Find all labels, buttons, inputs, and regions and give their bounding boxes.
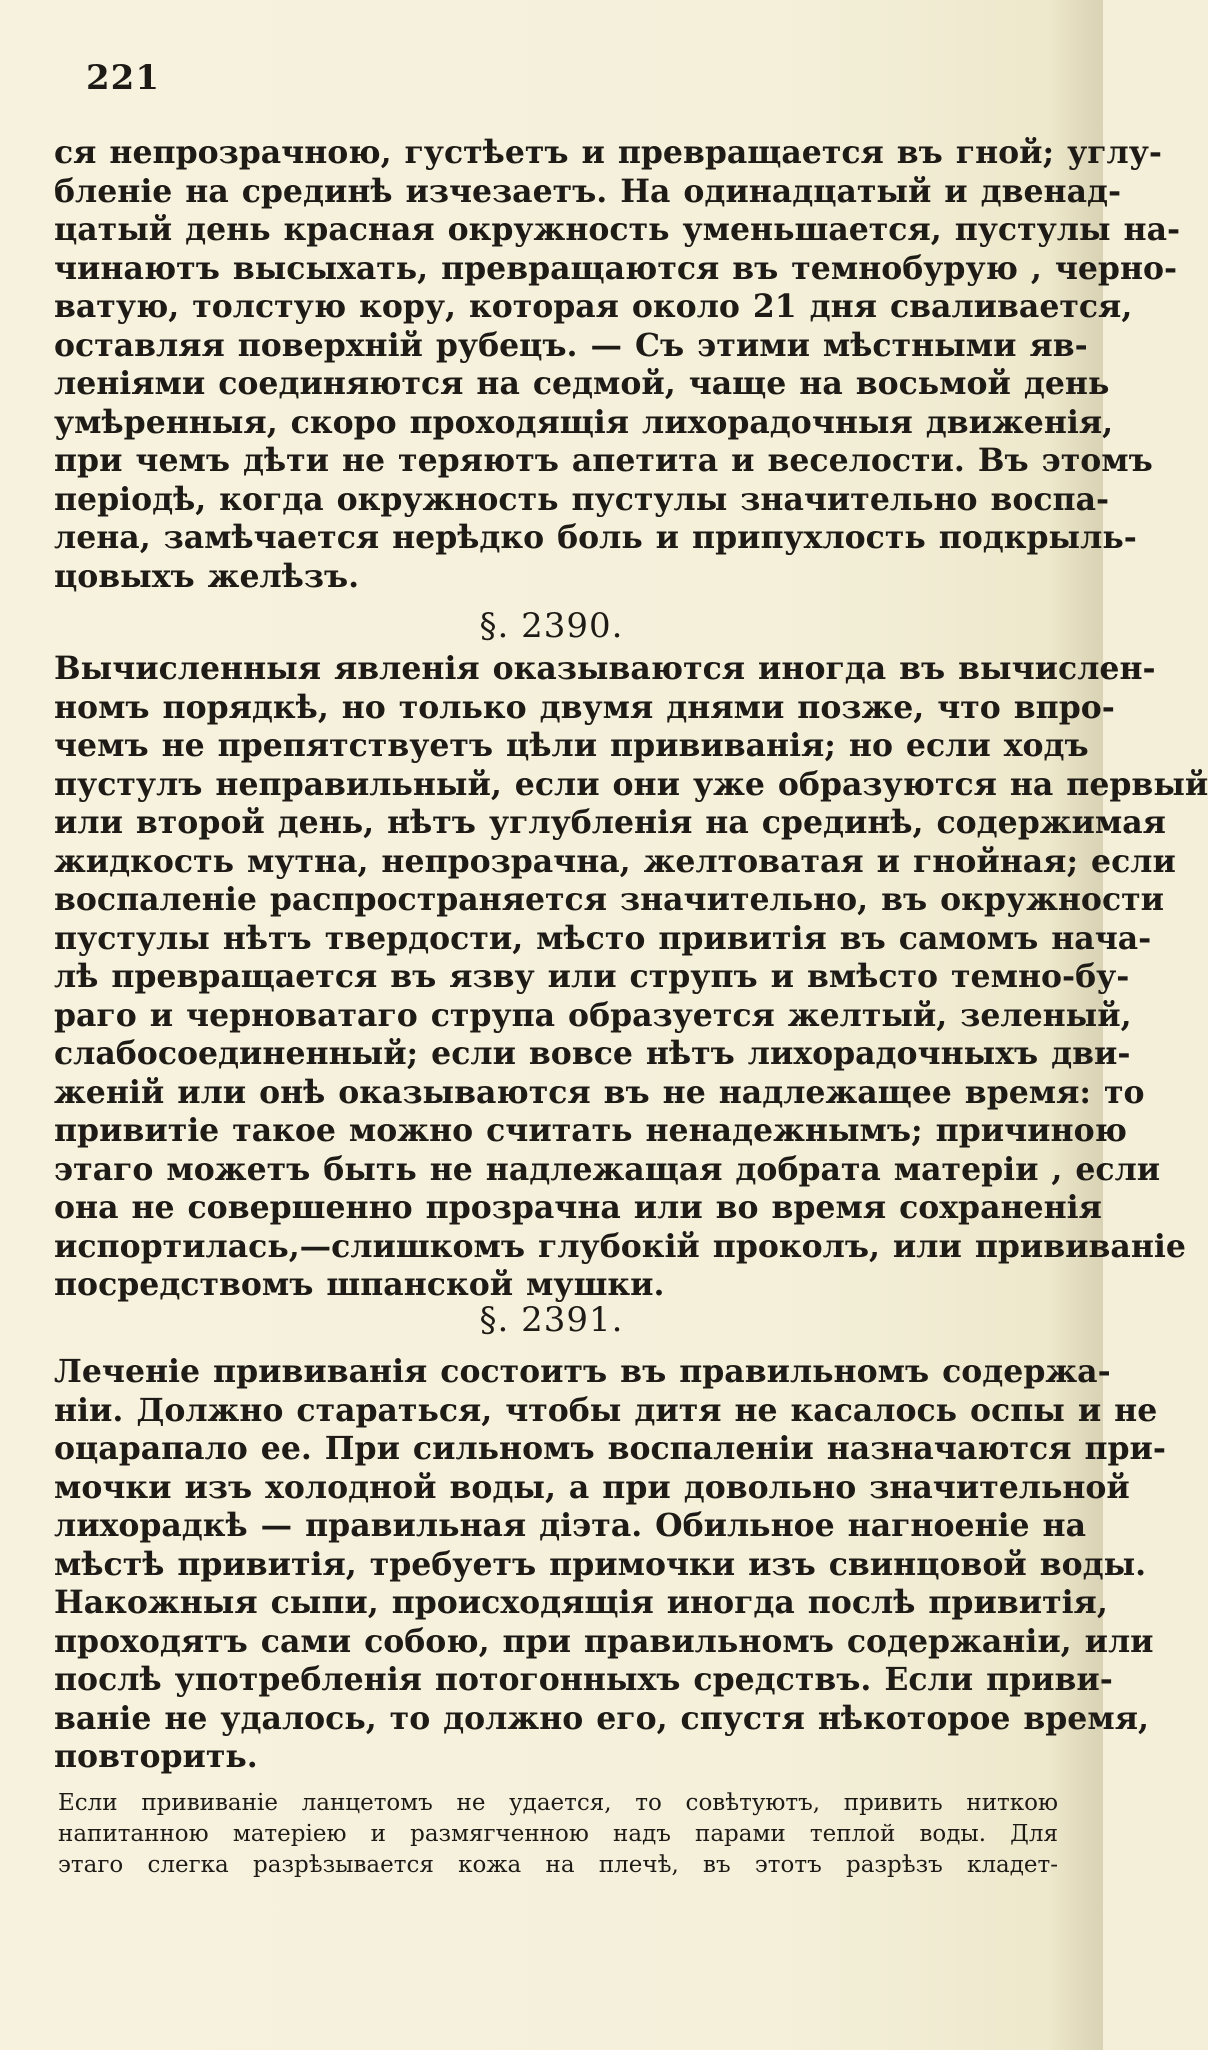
text-line: Леченіе прививанія состоитъ въ правильномъ содержа- [54,1353,1111,1390]
text-line: пустулы нѣтъ твердости, мѣсто привитія въ самомъ нача- [54,919,1152,957]
text-line: періодѣ, когда окружность пустулы значительно воспа- [54,480,1110,518]
text-line: послѣ употребленія потогонныхъ средствъ. Если приви- [54,1661,1113,1698]
text-line: чемъ не препятствуетъ цѣли прививанія; но если ходъ [54,727,1089,764]
text-line: лена, замѣчается нерѣдко боль и припухлость подкрыль- [54,519,1137,556]
text-line: жидкость мутна, непрозрачна, желтоватая и гнойная; если [54,842,1176,880]
text-line: ваніе не удалось, то должно его, спустя нѣкоторое время, [54,1699,1149,1737]
text-line: привитіе такое можно считать ненадежнымъ; причиною [54,1112,1127,1149]
text-line: проходятъ сами собою, при правильномъ содержаніи, или [54,1622,1154,1660]
paragraph-2 [54,650,1208,1305]
text-line: или второй день, нѣтъ углубленія на срединѣ, содержимая [54,804,1166,841]
text-line: бленіе на срединѣ изчезаетъ. На одинадцатый и двенад- [54,172,1122,210]
text-line: лѣ превращается въ язву или струпъ и вмѣсто темно-бу- [54,958,1130,995]
text-line: оставляя поверхній рубецъ. — Съ этими мѣстными яв- [54,326,1088,364]
text-line: испортилась,—слишкомъ глубокій проколъ, или прививаніе [54,1227,1186,1265]
text-line: Вычисленныя явленія оказываются иногда въ вычислен- [54,650,1156,687]
text-line: умѣренныя, скоро проходящія лихорадочныя движенія, [54,403,1114,441]
footnote-line: напитанною матеріею и размягченною надъ парами теплой воды. Для [58,1821,1058,1847]
text-line: пустулъ неправильный, если они уже образуются на первый [54,765,1208,803]
footnote-line: этаго слегка разрѣзывается кожа на плечѣ, въ этотъ разрѣзъ кладет- [58,1852,1058,1878]
text-line: женій или онѣ оказываются въ не надлежащее время: то [54,1073,1145,1111]
paragraph-3 [54,1353,1166,1777]
text-line: чинаютъ высыхать, превращаются въ темнобурую , черно- [54,249,1178,287]
text-line: мѣстѣ привитія, требуетъ примочки изъ свинцовой воды. [54,1545,1147,1583]
page-number: 221 [86,58,160,98]
text-line: лихорадкѣ — правильная діэта. Обильное нагноеніе на [54,1507,1087,1544]
text-line: посредствомъ шпанской мушки. [54,1266,665,1303]
text-line: при чемъ дѣти не теряютъ апетита и веселости. Въ этомъ [54,442,1153,479]
text-line: ватую, толстую кору, которая около 21 дня сваливается, [54,288,1133,325]
text-line: раго и черноватаго струпа образуется желтый, зеленый, [54,996,1132,1034]
text-line: слабосоединенный; если вовсе нѣтъ лихорадочныхъ дви- [54,1035,1131,1072]
text-line: мочки изъ холодной воды, а при довольно значительной [54,1468,1130,1506]
footnote-line: Если прививаніе ланцетомъ не удается, то совѣтуютъ, привить ниткою [58,1790,1058,1816]
paragraph-1 [54,134,1181,596]
section-heading-2390: §. 2390. [479,606,624,646]
text-line: повторить. [54,1738,258,1775]
text-line: леніями соединяются на седмой, чаще на восьмой день [54,365,1110,402]
section-heading-2391: §. 2391. [479,1300,624,1340]
text-line: воспаленіе распространяется значительно, въ окружности [54,881,1165,918]
text-line: ніи. Должно стараться, чтобы дитя не касалось оспы и не [54,1391,1158,1429]
text-line: ся непрозрачною, густѣетъ и превращается въ гной; углу- [54,134,1163,171]
text-line: Накожныя сыпи, происходящія иногда послѣ привитія, [54,1584,1108,1621]
text-line: оцарапало ее. При сильномъ воспаленіи назначаются при- [54,1430,1166,1467]
text-line: цовыхъ желѣзъ. [54,557,360,595]
text-line: номъ порядкѣ, но только двумя днями позже, что впро- [54,688,1115,726]
text-line: этаго можетъ быть не надлежащая добрата матеріи , если [54,1150,1161,1188]
text-line: она не совершенно прозрачна или во время сохраненія [54,1189,1102,1226]
footnote [58,1788,1058,1881]
text-line: цатый день красная окружность уменьшается, пустулы на- [54,211,1181,248]
